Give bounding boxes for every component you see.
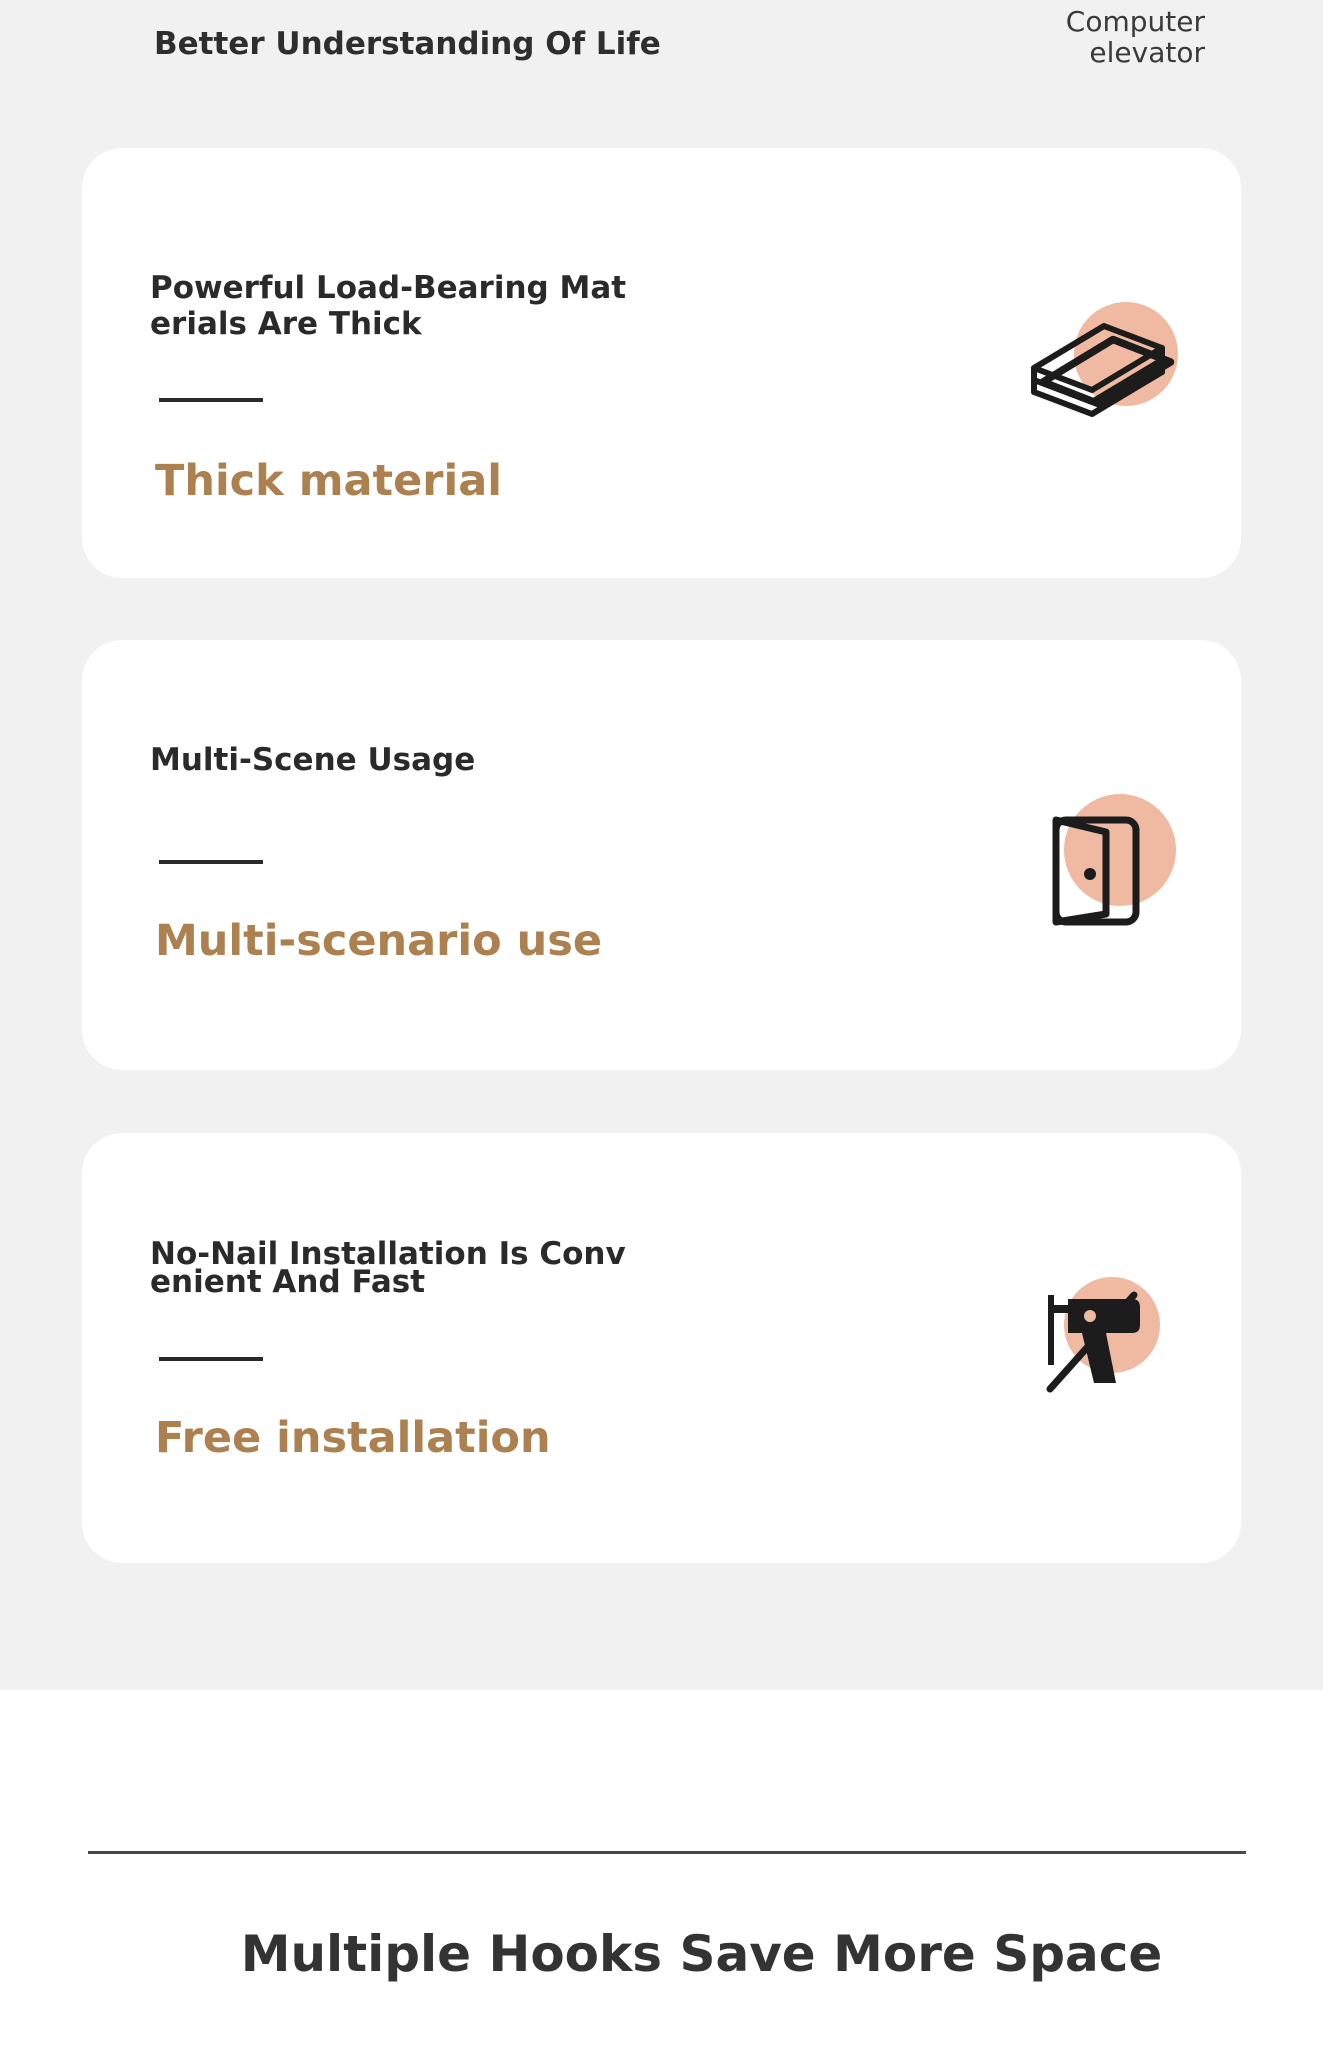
feature-card-multi-scenario [82,640,1241,1070]
no-drill-icon [982,1233,1222,1473]
feature-title: Powerful Load-Bearing Materials Are Thick [150,270,627,342]
door-icon [982,732,1222,972]
header-tag-line-2: elevator [1089,36,1205,69]
feature-subtitle: Multi-scenario use [155,916,602,966]
feature-card-thick-material [82,148,1241,578]
header-title: Better Understanding Of Life [154,26,661,62]
section-title: Multiple Hooks Save More Space [240,1925,1163,1983]
feature-title: Multi-Scene Usage [150,742,476,778]
feature-card-free-installation [82,1133,1241,1563]
section-divider [88,1851,1246,1854]
feature-divider [159,860,263,864]
stacked-layers-icon [982,248,1222,488]
feature-subtitle: Free installation [155,1413,551,1463]
feature-divider [159,1357,263,1361]
header-tag-line-1: Computer [1065,5,1205,38]
header-tag [985,6,1205,68]
feature-subtitle: Thick material [155,456,502,506]
feature-title: No-Nail Installation Is Convenient And Fast [150,1236,626,1300]
feature-divider [159,398,263,402]
